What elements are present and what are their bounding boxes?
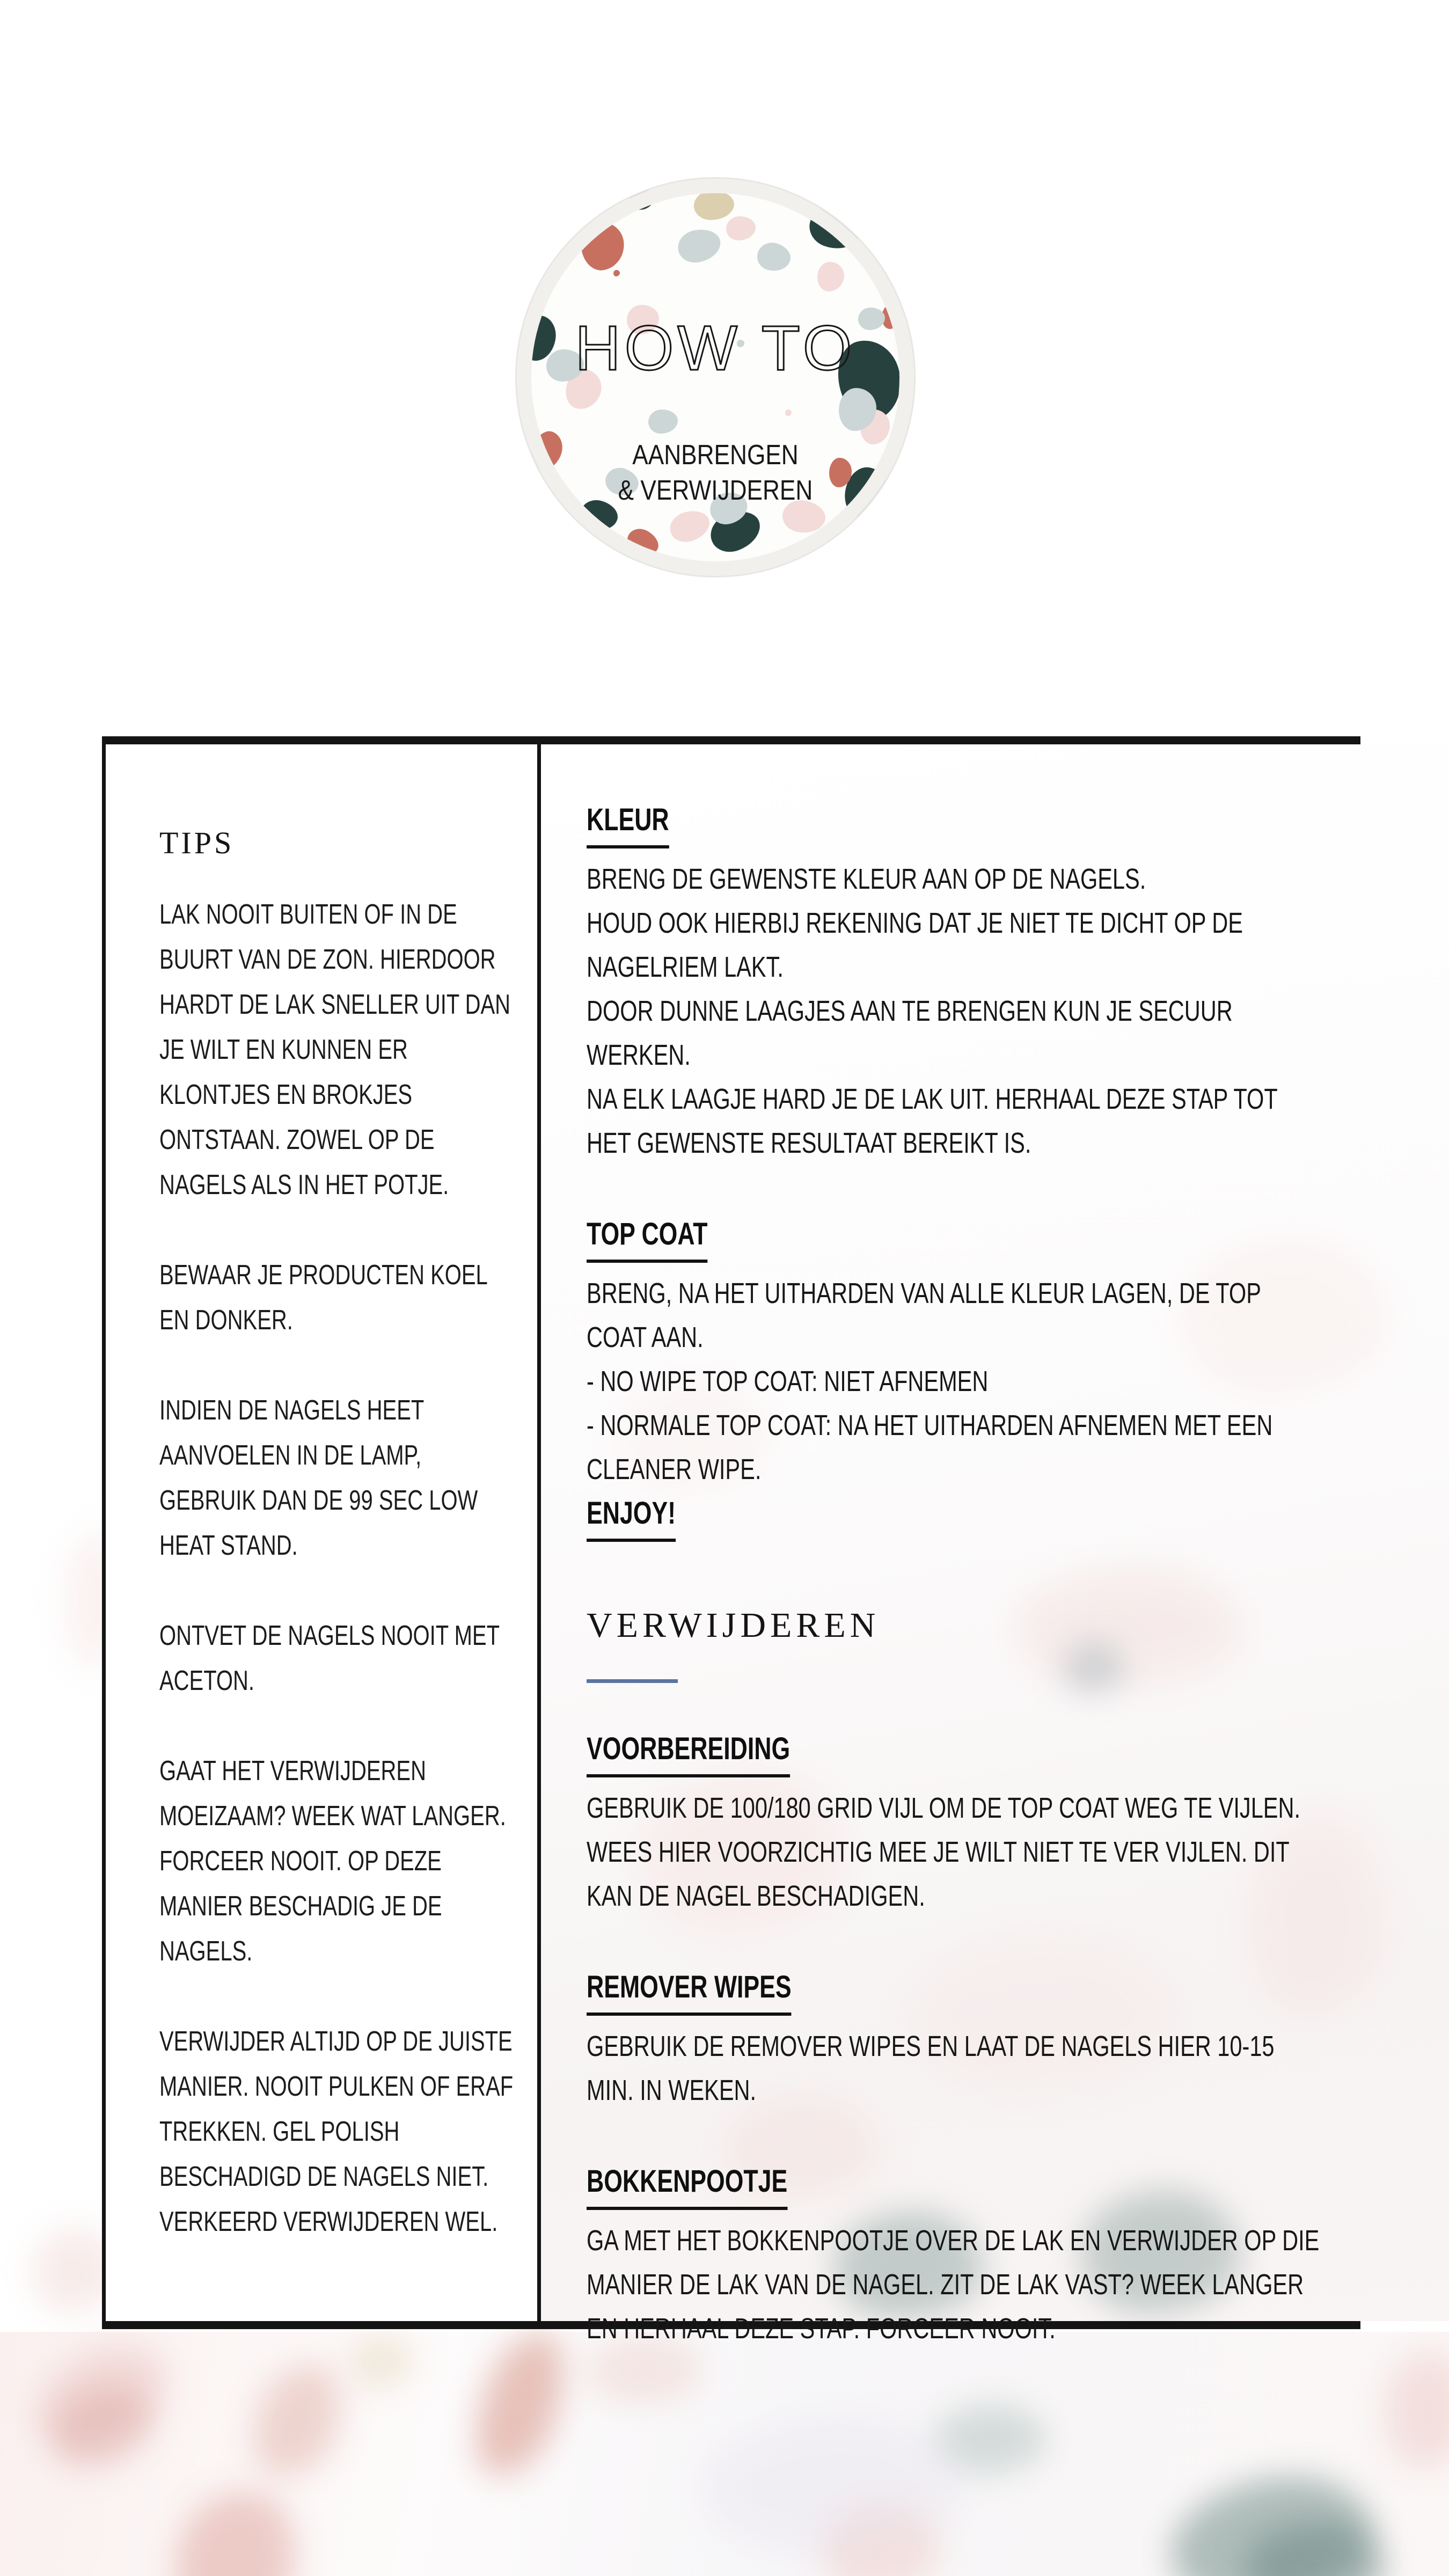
kleur-line: HOUD OOK HIERBIJ REKENING DAT JE NIET TE DICHT OP DE NAGELRIEM LAKT. [587, 907, 1243, 983]
removal-section [587, 1727, 1321, 2351]
logo-subtitle-line2: & VERWIJDEREN [618, 475, 813, 506]
enjoy-label: ENJOY! [587, 1491, 1321, 1542]
instructions-box [102, 736, 1360, 2345]
kleur-line: NA ELK LAAGJE HARD JE DE LAK UIT. HERHAAL DEZE STAP TOT HET GEWENSTE RESULTAAT BEREIKT IS. [587, 1083, 1277, 1159]
topcoat-line: BRENG, NA HET UITHARDEN VAN ALLE KLEUR LAGEN, DE TOP COAT AAN. [587, 1277, 1261, 1353]
bokkenpootje-body: GA MET HET BOKKENPOOTJE OVER DE LAK EN VERWIJDER OP DIE MANIER DE LAK VAN DE NAGEL. ZIT DE LAK VAST? WEEK LANGER EN HERHAAL DEZE STAP. FORCEER NOOIT. [587, 2224, 1320, 2345]
tips-paragraph: BEWAAR JE PRODUCTEN KOEL EN DONKER. [159, 1260, 487, 1336]
kleur-line: DOOR DUNNE LAAGJES AAN TE BRENGEN KUN JE SECUUR WERKEN. [587, 995, 1233, 1071]
topcoat-title: TOP COAT [587, 1212, 1321, 1263]
tips-paragraph: ONTVET DE NAGELS NOOIT MET ACETON. [159, 1620, 500, 1696]
accent-divider [587, 1679, 678, 1683]
apply-section [587, 798, 1321, 1542]
verwijderen-title: VERWIJDEREN [587, 1606, 880, 1645]
tips-paragraph: LAK NOOIT BUITEN OF IN DE BUURT VAN DE ZON. HIERDOOR HARDT DE LAK SNELLER UIT DAN JE WILT EN KUNNEN ER KLONTJES EN BROKJES ONTSTAAN. ZOWEL OP DE NAGELS ALS IN HET POTJE. [159, 899, 511, 1201]
topcoat-line: - NORMALE TOP COAT: NA HET UITHARDEN AFNEMEN MET EEN CLEANER WIPE. [587, 1409, 1273, 1485]
topcoat-line: - NO WIPE TOP COAT: NIET AFNEMEN [587, 1365, 989, 1397]
logo-text [517, 179, 914, 576]
tips-paragraph: GAAT HET VERWIJDEREN MOEIZAAM? WEEK WAT LANGER. FORCEER NOOIT. OP DEZE MANIER BESCHADIG JE DE NAGELS. [159, 1755, 506, 1967]
kleur-title: KLEUR [587, 798, 1321, 848]
logo-subtitle-line1: AANBRENGEN [632, 440, 799, 471]
kleur-line: BRENG DE GEWENSTE KLEUR AAN OP DE NAGELS. [587, 863, 1146, 895]
logo-title: HOW TO [575, 313, 856, 384]
voorbereiding-title: VOORBEREIDING [587, 1727, 1321, 1777]
tips-text [159, 892, 514, 2244]
instructions-column [541, 744, 1449, 2345]
tips-title: TIPS [159, 825, 235, 860]
tips-paragraph: VERWIJDER ALTIJD OP DE JUISTE MANIER. NOOIT PULKEN OF ERAF TREKKEN. GEL POLISH BESCHADIGD DE NAGELS NIET. VERKEERD VERWIJDEREN WEL. [159, 2026, 514, 2237]
tips-paragraph: INDIEN DE NAGELS HEET AANVOELEN IN DE LAMP, GEBRUIK DAN DE 99 SEC LOW HEAT STAND. [159, 1395, 478, 1561]
logo-subtitle [547, 437, 884, 508]
terrazzo-logo [515, 177, 916, 577]
removerwipes-body: GEBRUIK DE REMOVER WIPES EN LAAT DE NAGELS HIER 10-15 MIN. IN WEKEN. [587, 2030, 1275, 2106]
bokkenpootje-title: BOKKENPOOTJE [587, 2160, 1321, 2210]
voorbereiding-body: GEBRUIK DE 100/180 GRID VIJL OM DE TOP COAT WEG TE VIJLEN. WEES HIER VOORZICHTIG MEE JE WILT NIET TE VER VIJLEN. DIT KAN DE NAGEL BESCHADIGEN. [587, 1792, 1301, 1912]
tips-column [106, 744, 541, 2321]
removerwipes-title: REMOVER WIPES [587, 1965, 1321, 2016]
